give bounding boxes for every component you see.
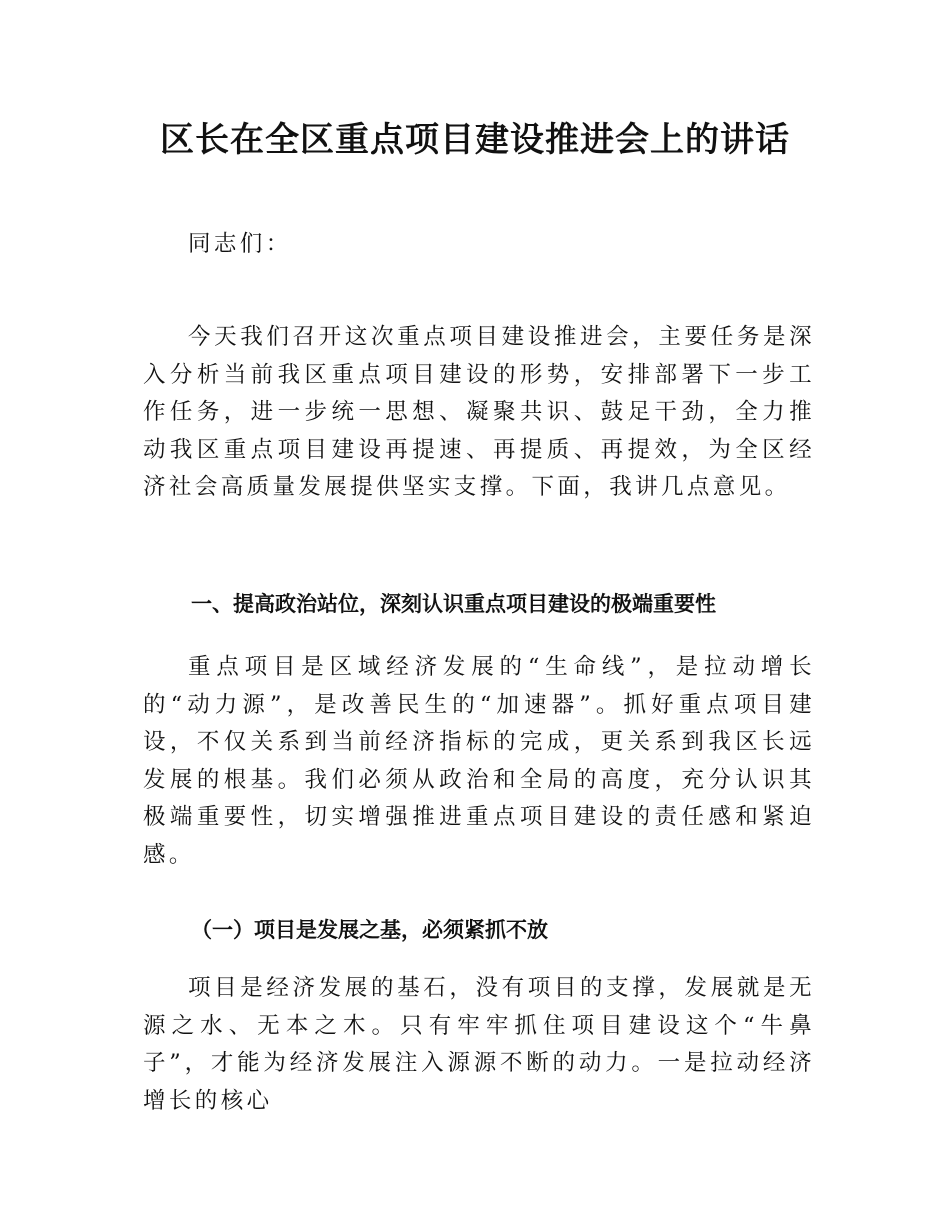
paragraph-1: 今天我们召开这次重点项目建设推进会，主要任务是深入分析当前我区重点项目建设的形势，安排部署下一步工作任务，进一步统一思想、凝聚共识、鼓足干劲，全力推动我区重点项目建设再提速、再提质、再提效，为全区经济社会高质量发展提供坚实支撑。下面，我讲几点意见。: [143, 324, 815, 500]
paragraph-2: 重点项目是区域经济发展的“生命线”，是拉动增长的“动力源”，是改善民生的“加速器”。抓好重点项目建设，不仅关系到当前经济指标的完成，更关系到我区长远发展的根基。我们必须从政治和全局的高度，充分认识其极端重要性，切实增强推进重点项目建设的责任感和紧迫感。: [143, 654, 815, 868]
section-heading-1: 一、提高政治站位，深刻认识重点项目建设的极端重要性: [191, 592, 716, 616]
paragraph-3: 项目是经济发展的基石，没有项目的支撑，发展就是无源之水、无本之木。只有牢牢抓住项目建设这个“牛鼻子”，才能为经济发展注入源源不断的动力。一是拉动经济增长的核心: [143, 975, 815, 1114]
document-title: 区长在全区重点项目建设推进会上的讲话: [160, 120, 790, 160]
subsection-heading-1: （一）项目是发展之基，必须紧抓不放: [191, 918, 548, 942]
salutation: 同志们：: [188, 231, 292, 257]
